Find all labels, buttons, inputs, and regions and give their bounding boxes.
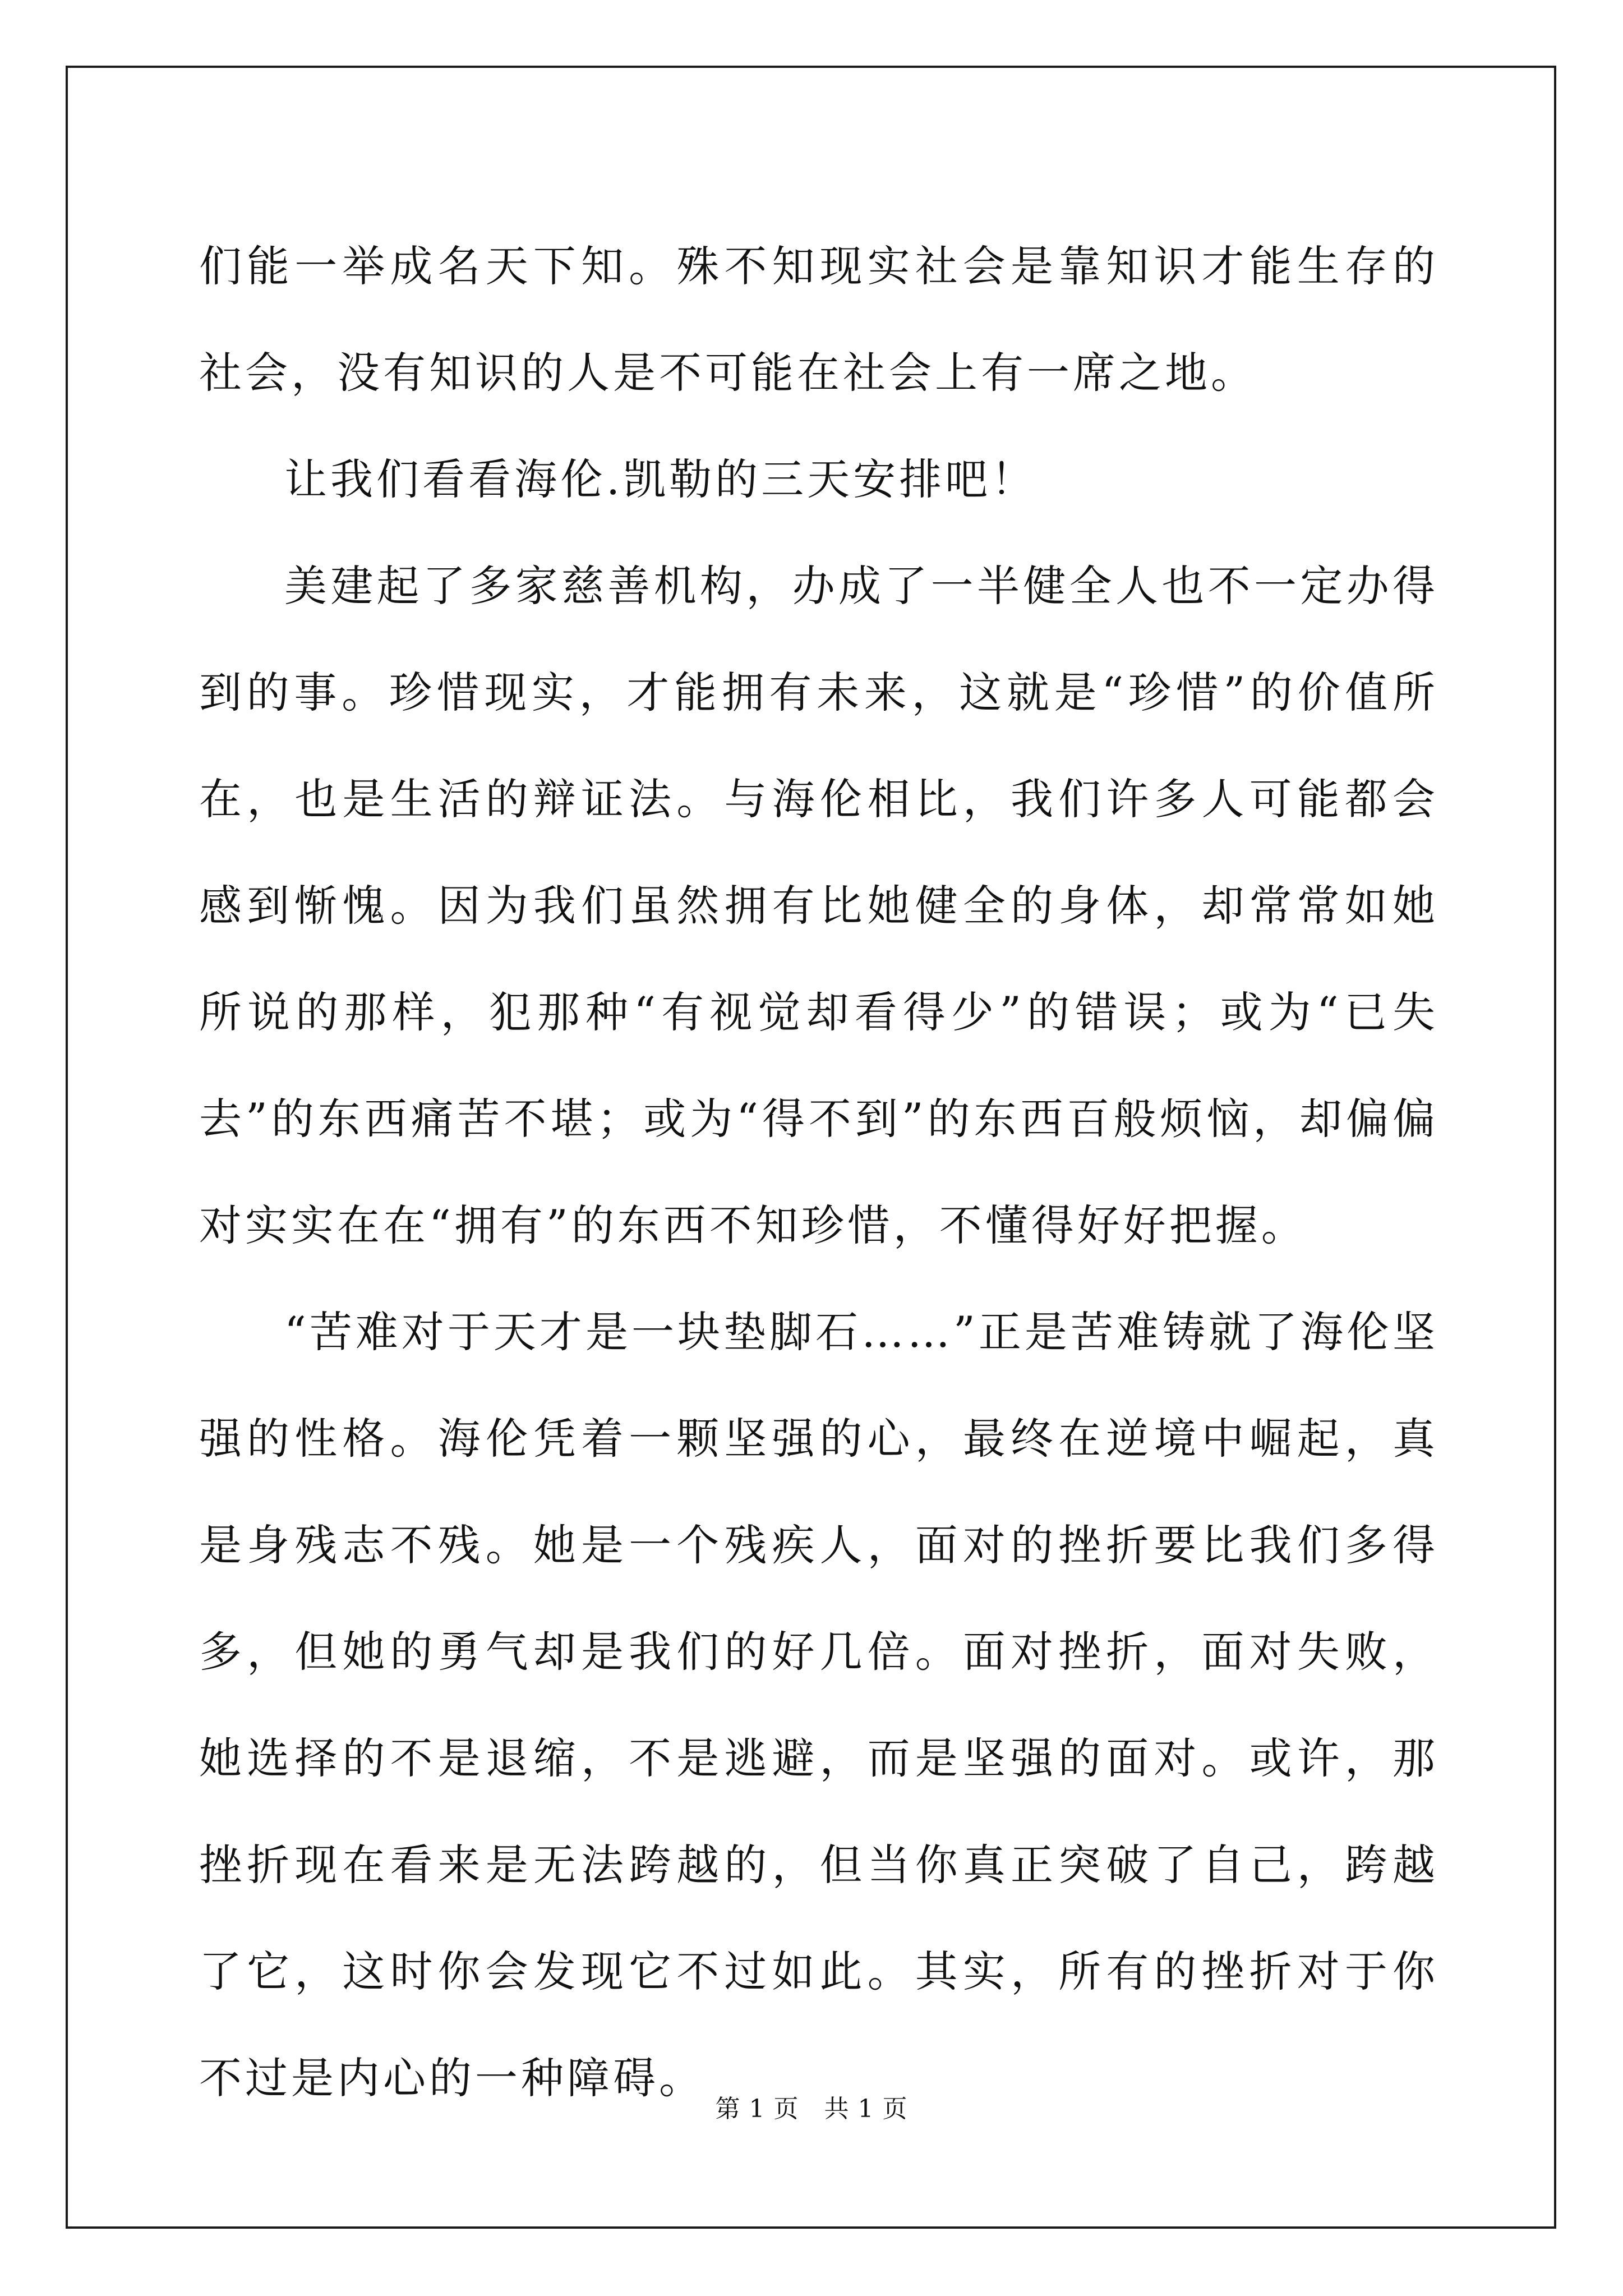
document-body <box>199 213 1438 2132</box>
paragraph-4: “苦难对于天才是一块垫脚石……”正是苦难铸就了海伦坚强的性格。海伦凭着一颗坚强的心，最终在逆境中崛起，真是身残志不残。她是一个残疾人，面对的挫折要比我们多得多，但她的勇气却是我们的好几倍。面对挫折，面对失败，她选择的不是退缩，不是逃避，而是坚强的面对。或许，那挫折现在看来是无法跨越的，但当你真正突破了自己，跨越了它，这时你会发现它不过如此。其实，所有的挫折对于你不过是内心的一种障碍。 <box>199 1307 1438 2103</box>
paragraph-2: 让我们看看海伦.凯勒的三天安排吧！ <box>284 454 1038 504</box>
paragraph-3: 美建起了多家慈善机构，办成了一半健全人也不一定办得到的事。珍惜现实，才能拥有未来，这就是“珍惜”的价值所在，也是生活的辩证法。与海伦相比，我们许多人可能都会感到惭愧。因为我们虽然拥有比她健全的身体，却常常如她所说的那样，犯那种“有视觉却看得少”的错误；或为“已失去”的东西痛苦不堪；或为“得不到”的东西百般烦恼，却偏偏对实实在在“拥有”的东西不知珍惜，不懂得好好把握。 <box>199 561 1438 1250</box>
paragraph-1: 们能一举成名天下知。殊不知现实社会是靠知识才能生存的社会，没有知识的人是不可能在社会上有一席之地。 <box>199 241 1438 398</box>
page-footer: 第 1 页 共 1 页 <box>715 2095 908 2123</box>
